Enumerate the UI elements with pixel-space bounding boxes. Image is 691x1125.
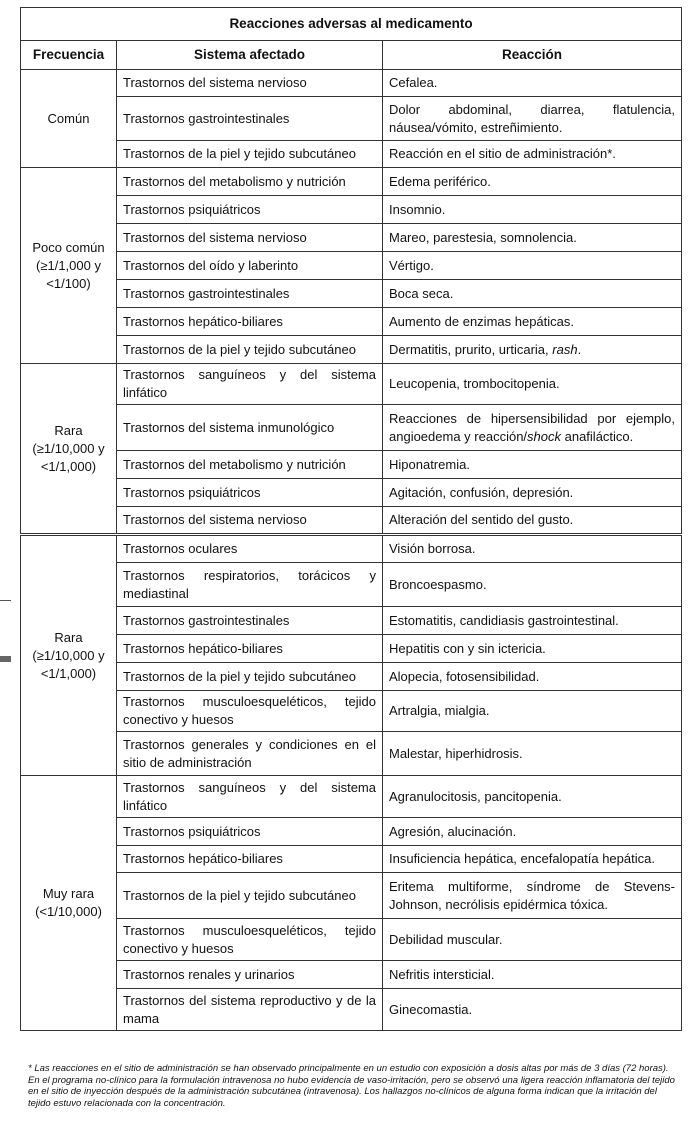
reaction-cell: Visión borrosa. (383, 535, 682, 563)
frequency-line: Poco común (32, 239, 105, 255)
frequency-line: (<1/10,000) (35, 904, 102, 919)
reaction-cell: Cefalea. (383, 70, 682, 97)
reaction-cell: Debilidad muscular. (383, 919, 682, 961)
system-cell: Trastornos del metabolismo y nutrición (117, 168, 383, 196)
system-cell: Trastornos del sistema inmunológico (117, 405, 383, 451)
reaction-cell: Dermatitis, prurito, urticaria, rash. (383, 336, 682, 364)
reaction-cell: Leucopenia, trombocitopenia. (383, 364, 682, 405)
frequency-cell (21, 535, 117, 776)
table-row (21, 479, 682, 507)
system-cell: Trastornos renales y urinarios (117, 961, 383, 989)
table-row (21, 691, 682, 732)
table-row (21, 252, 682, 280)
reaction-cell: Estomatitis, candidiasis gastrointestinal. (383, 607, 682, 635)
frequency-line: (≥1/1,000 y (36, 257, 101, 273)
frequency-line: Común (47, 110, 90, 126)
table-row (21, 535, 682, 563)
system-cell: Trastornos del sistema nervioso (117, 224, 383, 252)
reaction-cell: Ginecomastia. (383, 989, 682, 1031)
frequency-line: <1/1,000) (40, 665, 97, 681)
table-row (21, 776, 682, 818)
margin-bar (0, 656, 11, 662)
system-cell: Trastornos hepático-biliares (117, 308, 383, 336)
system-cell: Trastornos del sistema nervioso (117, 70, 383, 97)
reaction-cell: Alteración del sentido del gusto. (383, 507, 682, 535)
table-row (21, 873, 682, 919)
reaction-cell: Hepatitis con y sin ictericia. (383, 635, 682, 663)
system-cell: Trastornos del metabolismo y nutrición (117, 451, 383, 479)
table-row (21, 308, 682, 336)
reaction-cell: Eritema multiforme, síndrome de Stevens-Johnson, necrólisis epidérmica tóxica. (383, 873, 682, 919)
system-cell: Trastornos respiratorios, torácicos y mediastinal (117, 563, 383, 607)
reaction-cell: Insomnio. (383, 196, 682, 224)
system-cell: Trastornos hepático-biliares (117, 635, 383, 663)
reaction-cell: Vértigo. (383, 252, 682, 280)
table-row (21, 97, 682, 141)
table-row (21, 607, 682, 635)
margin-line (0, 600, 11, 601)
reaction-cell: Aumento de enzimas hepáticas. (383, 308, 682, 336)
reaction-cell: Boca seca. (383, 280, 682, 308)
system-cell: Trastornos hepático-biliares (117, 846, 383, 873)
reaction-cell: Reacción en el sitio de administración*. (383, 141, 682, 168)
table-row (21, 168, 682, 196)
table-row (21, 635, 682, 663)
footnote: * Las reacciones en el sitio de administración se han observado principalmente en un estudio con exposición a dosis altas por más de 3 días (72 horas). En el programa no-clínico para la formulación intravenosa no hubo evidencia de vaso-irritación, pero se observó una ligera reacción inflamatoria del tejido en el sitio de inyección después de la administración subcutánea (intravenosa). Los hallazgos no-clínicos de alguna forma indican que la irritación del tejido estuvo relacionada con la concentración. (28, 1063, 675, 1109)
reaction-cell: Artralgia, mialgia. (383, 691, 682, 732)
table-row (21, 989, 682, 1031)
system-cell: Trastornos sanguíneos y del sistema linfático (117, 776, 383, 818)
table-row (21, 818, 682, 846)
table-row (21, 336, 682, 364)
frequency-cell (21, 364, 117, 535)
system-cell: Trastornos del sistema nervioso (117, 507, 383, 535)
table-title: Reacciones adversas al medicamento (21, 8, 682, 41)
header-reaction: Reacción (383, 41, 682, 70)
system-cell: Trastornos psiquiátricos (117, 196, 383, 224)
system-cell: Trastornos musculoesqueléticos, tejido conectivo y huesos (117, 919, 383, 961)
table-row (21, 280, 682, 308)
reaction-cell: Dolor abdominal, diarrea, flatulencia, náusea/vómito, estreñimiento. (383, 97, 682, 141)
system-cell: Trastornos psiquiátricos (117, 818, 383, 846)
adverse-reactions-table (20, 7, 682, 1031)
table-row (21, 196, 682, 224)
table-row (21, 961, 682, 989)
system-cell: Trastornos de la piel y tejido subcutáneo (117, 663, 383, 691)
header-system: Sistema afectado (117, 41, 383, 70)
frequency-line: <1/100) (46, 275, 91, 291)
frequency-line: Rara (54, 422, 83, 438)
system-cell: Trastornos gastrointestinales (117, 280, 383, 308)
table-body (21, 70, 682, 1031)
system-cell: Trastornos del sistema reproductivo y de la mama (117, 989, 383, 1031)
reaction-cell: Hiponatremia. (383, 451, 682, 479)
table-row (21, 364, 682, 405)
reaction-cell: Broncoespasmo. (383, 563, 682, 607)
reaction-cell: Edema periférico. (383, 168, 682, 196)
table-row (21, 507, 682, 535)
system-cell: Trastornos sanguíneos y del sistema linfático (117, 364, 383, 405)
system-cell: Trastornos del oído y laberinto (117, 252, 383, 280)
adverse-reactions-table-wrapper (20, 7, 681, 1031)
reaction-cell: Insuficiencia hepática, encefalopatía hepática. (383, 846, 682, 873)
reaction-cell: Mareo, parestesia, somnolencia. (383, 224, 682, 252)
frequency-line: Muy rara (42, 886, 95, 901)
system-cell: Trastornos gastrointestinales (117, 607, 383, 635)
table-row (21, 451, 682, 479)
frequency-cell (21, 168, 117, 364)
frequency-line: Rara (54, 629, 83, 645)
reaction-cell: Nefritis intersticial. (383, 961, 682, 989)
system-cell: Trastornos oculares (117, 535, 383, 563)
italic-term: rash (552, 341, 578, 357)
table-row (21, 70, 682, 97)
system-cell: Trastornos generales y condiciones en el sitio de administración (117, 732, 383, 776)
table-row (21, 663, 682, 691)
system-cell: Trastornos de la piel y tejido subcutáneo (117, 873, 383, 919)
system-cell: Trastornos psiquiátricos (117, 479, 383, 507)
frequency-line: <1/1,000) (40, 458, 97, 474)
reaction-cell: Agresión, alucinación. (383, 818, 682, 846)
system-cell: Trastornos gastrointestinales (117, 97, 383, 141)
system-cell: Trastornos de la piel y tejido subcutáneo (117, 336, 383, 364)
system-cell: Trastornos musculoesqueléticos, tejido conectivo y huesos (117, 691, 383, 732)
table-row (21, 405, 682, 451)
frequency-cell (21, 70, 117, 168)
reaction-cell: Reacciones de hipersensibilidad por ejemplo, angioedema y reacción/shock anafiláctico. (383, 405, 682, 451)
table-row (21, 141, 682, 168)
table-row (21, 919, 682, 961)
reaction-cell: Agranulocitosis, pancitopenia. (383, 776, 682, 818)
table-row (21, 846, 682, 873)
frequency-line: (≥1/10,000 y (32, 440, 105, 456)
table-row (21, 224, 682, 252)
italic-term: shock (527, 428, 561, 444)
frequency-line: (≥1/10,000 y (32, 647, 105, 663)
table-row (21, 563, 682, 607)
system-cell: Trastornos de la piel y tejido subcutáneo (117, 141, 383, 168)
frequency-cell (21, 776, 117, 1031)
table-row (21, 732, 682, 776)
reaction-cell: Malestar, hiperhidrosis. (383, 732, 682, 776)
reaction-cell: Agitación, confusión, depresión. (383, 479, 682, 507)
header-frequency: Frecuencia (21, 41, 117, 70)
reaction-cell: Alopecia, fotosensibilidad. (383, 663, 682, 691)
